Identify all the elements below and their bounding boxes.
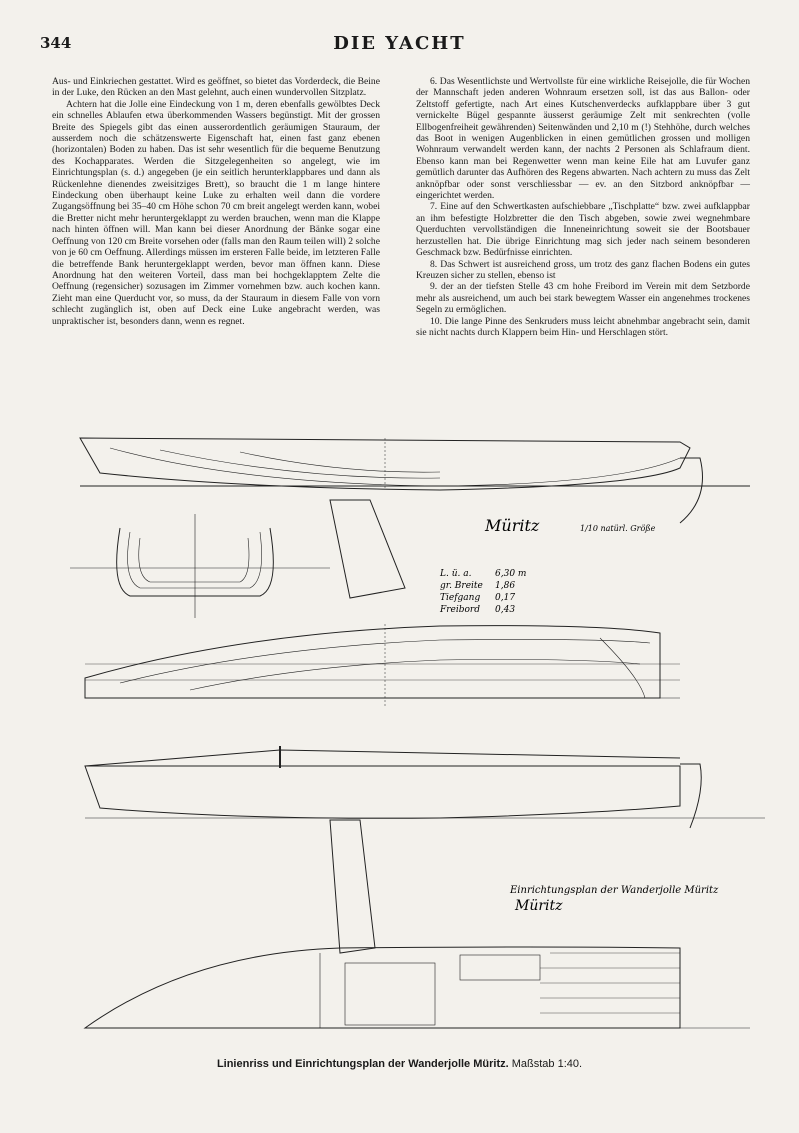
left-text-column <box>52 76 380 327</box>
dimension-label: Freibord <box>440 605 480 615</box>
paragraph: 7. Eine auf den Schwertkasten aufschiebbare „Tischplatte“ bzw. zwei aufklappbar an ihm befestigte Holzbretter die den Tisch abgeben, sowie zwei wegnehmbare Querduchten vervollständigen die Inneneinrichtung soweit sie der Bootsbauer herzustellen hat. Die übrige Einrichtung mag sich jeder nach seinem besonderen Geschmack bzw. Bedürfnisse einrichten. <box>416 201 750 259</box>
dimension-value: 0,17 <box>495 593 516 603</box>
scale-note-label: 1/10 natürl. Größe <box>580 524 656 533</box>
dimension-value: 1,86 <box>495 581 516 591</box>
accommodation-plan <box>85 947 750 1028</box>
caption-scale: Maßstab 1:40. <box>511 1058 583 1070</box>
plan-boat-name: Müritz <box>515 898 563 914</box>
boat-name-label: Müritz <box>485 516 540 535</box>
paragraph: 8. Das Schwert ist ausreichend gross, um trotz des ganz flachen Bodens ein gutes Kreuzen sicher zu stellen, ebenso ist <box>416 258 750 281</box>
paragraph: 9. der an der tiefsten Stelle 43 cm hohe Freibord im Verein mit dem Setzborde mehr als ausreichend, um auch bei stark bewegtem Wasser ein angenehmes trockenes Segeln zu ermöglichen. <box>416 281 750 316</box>
paragraph: Achtern hat die Jolle eine Eindeckung von 1 m, deren ebenfalls gewölbtes Deck ein schnelles Ablaufen etwa überkommenden Wassers begünstigt. Mit der grossen Breite des Spiegels gibt das einen ausserordentlich geräumigen Stauraum, der ausserdem noch die schätzenswerte Eigenschaft hat, einen fast ganz ebenen (horizontalen) Boden zu haben. Das ist sehr wesentlich für die bequeme Benutzung des Kochapparates. Werden die Sitzgelegenheiten so angelegt, wie im Einrichtungsplan (s. d.) angegeben (je ein seitlich herunterklappbares und dann als Rückenlehne dienendes zweisitziges Brett), so braucht die 1 m lange hintere Eindeckung oben überhaupt keine Luke zu erhalten weil dann die vordere Zugangsöffnung bei 35–40 cm Höhe schon 70 cm breit angelegt werden kann, wobei die Bretter nicht mehr heruntergeklappt zu werden brauchen, wenn man die Klappe nach hinten öffnen will. Man kann bei dieser Anordnung der Bänke sogar eine Oeffnung von 120 cm Breite vorsehen oder (falls man den Raum teilen will) 2 solche von je 60 cm Oeffnung. Allerdings müssen im ersteren Falle beide, im letzteren Falle die betreffende Bank heruntergeklappt werden, bevor man öffnen kann. Diese Anordnung hat den weiteren Vorteil, dass man bei hochgeklapptem Zelte die Oeffnung (regensicher) sozusagen im Zimmer vornehmen bzw. auch kochen kann. Zieht man eine Querducht vor, so muss, da der Stauraum in diesem Falle von vorn schlecht zugänglich ist, oben auf Deck eine Luke angebracht werden, was unpraktischer ist, besonders dann, wenn es regnet. <box>52 98 380 327</box>
lines-plan-svg <box>40 428 770 1043</box>
body-plan <box>70 514 330 618</box>
paragraph: Aus- und Einkriechen gestattet. Wird es geöffnet, so bietet das Vorderdeck, die Beine in der Luke, den Rücken an den Mast gelehnt, auch einen wundervollen Sitzplatz. <box>52 76 380 99</box>
hull-lines-drawing <box>40 428 770 1043</box>
caption-title: Linienriss und Einrichtungsplan der Wanderjolle Müritz. <box>216 1058 509 1070</box>
half-breadth-plan <box>85 624 680 706</box>
profile-view <box>85 746 765 953</box>
right-text-column <box>416 76 750 338</box>
dimension-value: 6,30 m <box>495 569 527 579</box>
dimension-label: gr. Breite <box>440 581 483 591</box>
dimension-value: 0,43 <box>495 605 516 615</box>
dimension-label: L. ü. a. <box>440 569 472 579</box>
dimension-label: Tiefgang <box>440 593 481 603</box>
running-title: DIE YACHT <box>333 33 466 54</box>
figure-caption <box>0 1058 799 1070</box>
sheer-plan <box>80 438 750 598</box>
paragraph: 6. Das Wesentlichste und Wertvollste für eine wirkliche Reisejolle, die für Wochen der Mannschaft jeden anderen Wohnraum ersetzen soll, ist das aus Ballon- oder Zeltstoff gefertigte, nach Art eines Kutschenverdecks aufklappbare über 3 gut vernickelte Bügel gespannte äusserst geräumige Zelt mit senkrechten (volle Ellbogenfreiheit gewährenden) Seitenwänden und 2,10 m (!) Stehhöhe, durch welches das Boot in wenigen Augenblicken in einen gemütlichen grossen und molligen Wohnraum verwandelt werden kann, der nachts 2 Personen als Schlafraum dient. Ebenso kann man bei Regenwetter wenn man keine Eile hat am Luvufer ganz gemütlich darunter das Aufhören des Regens abwarten. Nach achtern zu muss das Zelt anknöpfbar oder sonst verschliessbar — ev. an den Sitzbord anknöpfbar — eingerichtet werden. <box>416 76 750 202</box>
page-number: 344 <box>40 34 72 52</box>
paragraph: 10. Die lange Pinne des Senkruders muss leicht abnehmbar angebracht sein, damit sie nicht nachts durch Klappern beim Hin- und Herschlagen stört. <box>416 315 750 338</box>
plan-title-label: Einrichtungsplan der Wanderjolle Müritz <box>510 885 719 896</box>
